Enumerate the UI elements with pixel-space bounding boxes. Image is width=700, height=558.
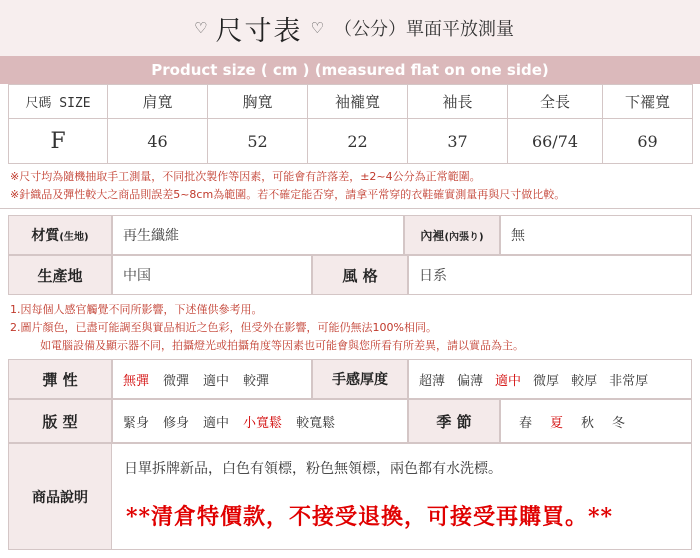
- description-text: 日單拆牌新品，白色有領標，粉色無領標，兩色都有水洗標。: [124, 461, 502, 477]
- thickness-option: 適中: [495, 373, 522, 389]
- clearance-warning: **清倉特價款，不接受退換，可接受再購買。**: [126, 504, 614, 530]
- lining-value: 無: [500, 215, 692, 255]
- elasticity-option: 適中: [203, 373, 230, 389]
- fit-label: 版 型: [8, 399, 112, 443]
- size-table-header: [9, 85, 693, 119]
- season-option: 冬: [612, 415, 626, 431]
- heart-icon: ♡: [194, 19, 208, 37]
- heart-icon: ♡: [310, 19, 324, 37]
- thickness-label: 手感厚度: [312, 359, 408, 399]
- description-box: [112, 443, 692, 550]
- fit-option: 緊身: [123, 415, 150, 431]
- table-cell: F: [9, 119, 108, 164]
- table-cell: 52: [208, 119, 308, 164]
- note-line: 如電腦設備及顯示器不同，拍攝燈光或拍攝角度等因素也可能會與您所看有所差異，請以實品為主。: [40, 339, 524, 352]
- note-line: ※針織品及彈性較大之商品則誤差5~8cm為範圍。若不確定能否穿，請拿平常穿的衣鞋確實測量再與尺寸做比較。: [10, 188, 566, 201]
- disclaimer-notes: [10, 301, 524, 355]
- thickness-option: 超薄: [419, 373, 446, 389]
- elasticity-option: 無彈: [123, 373, 150, 389]
- table-cell: 46: [108, 119, 208, 164]
- measurement-notes: [10, 168, 565, 204]
- english-subtitle-band: Product size ( cm ) (measured flat on one side): [0, 56, 700, 84]
- table-row: [9, 119, 693, 164]
- note-line: 1.因每個人感官觸覺不同所影響，下述僅供參考用。: [10, 303, 263, 316]
- thickness-option: 微厚: [533, 373, 560, 389]
- fit-option: 修身: [163, 415, 190, 431]
- table-cell: 22: [308, 119, 408, 164]
- style-label: 風 格: [312, 255, 408, 295]
- table-header-cell: 下襬寬: [603, 85, 693, 119]
- table-cell: 37: [408, 119, 508, 164]
- note-line: ※尺寸均為隨機抽取手工測量，不同批次製作等因素，可能會有許落差，±2~4公分為正常範圍。: [10, 170, 481, 183]
- thickness-option: 非常厚: [609, 373, 649, 389]
- season-option: 夏: [550, 415, 564, 431]
- material-label: 材質 (生地): [8, 215, 112, 255]
- note-line: 2.圖片顏色，已盡可能調至與實品相近之色彩，但受外在影響，可能仍無法100%相同。: [10, 321, 437, 334]
- table-header-cell: 袖長: [408, 85, 508, 119]
- elasticity-options: [112, 359, 312, 399]
- table-header-cell: 尺碼 SIZE: [9, 85, 108, 119]
- origin-label: 生產地: [8, 255, 112, 295]
- lining-label: 內裡 (內張り): [404, 215, 500, 255]
- table-header-cell: 胸寬: [208, 85, 308, 119]
- thickness-option: 偏薄: [457, 373, 484, 389]
- origin-value: 中国: [112, 255, 312, 295]
- table-header-cell: 全長: [508, 85, 603, 119]
- thickness-option: 較厚: [571, 373, 598, 389]
- table-cell: 66/74: [508, 119, 603, 164]
- table-header-cell: 袖襱寬: [308, 85, 408, 119]
- season-option: 秋: [581, 415, 595, 431]
- header-title-bar: [0, 0, 700, 56]
- fit-options: [112, 399, 408, 443]
- description-label: 商品說明: [8, 443, 112, 550]
- size-table: [8, 84, 693, 164]
- elasticity-label: 彈 性: [8, 359, 112, 399]
- thickness-options: [408, 359, 692, 399]
- page-title: 尺寸表: [215, 15, 303, 47]
- fit-option: 較寬鬆: [296, 415, 336, 431]
- season-label: 季 節: [408, 399, 500, 443]
- table-header-cell: 肩寬: [108, 85, 208, 119]
- style-value: 日系: [408, 255, 692, 295]
- season-option: 春: [519, 415, 533, 431]
- page-subtitle: （公分）單面平放測量: [333, 19, 514, 40]
- elasticity-option: 較彈: [243, 373, 270, 389]
- elasticity-option: 微彈: [163, 373, 190, 389]
- table-cell: 69: [603, 119, 693, 164]
- material-value: 再生纖維: [112, 215, 404, 255]
- divider: [0, 208, 700, 209]
- fit-option: 小寬鬆: [243, 415, 283, 431]
- fit-option: 適中: [203, 415, 230, 431]
- season-options: [500, 399, 692, 443]
